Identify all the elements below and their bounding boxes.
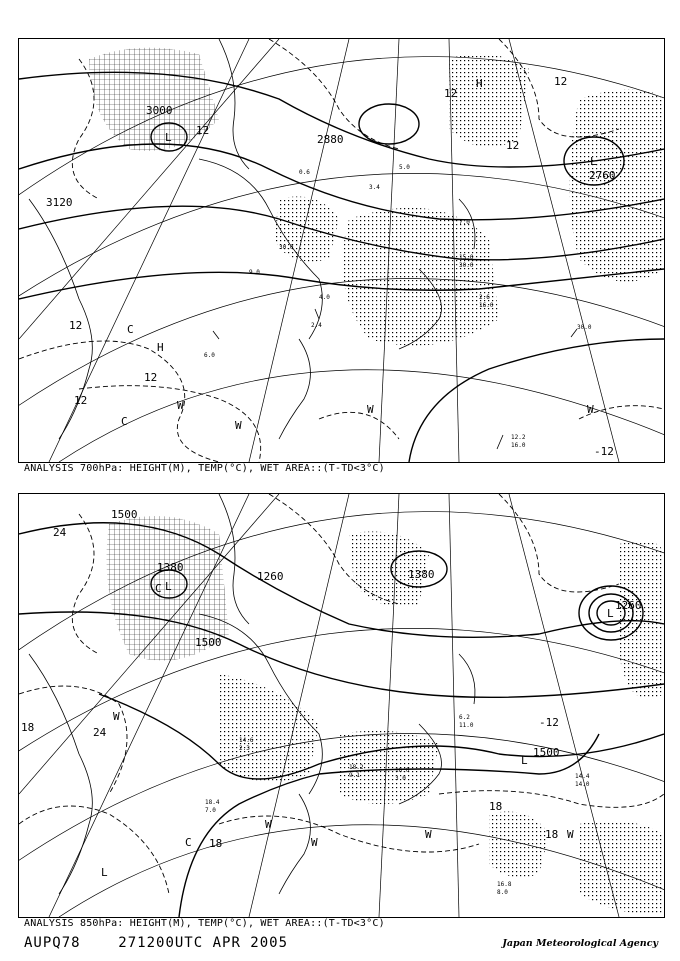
panel-700hpa-caption: ANALYSIS 700hPa: HEIGHT(M), TEMP(°C), WET AREA::(T-TD<3°C) (24, 463, 385, 474)
wet-areas (107, 516, 665, 914)
station-value: 2.4 (311, 322, 322, 329)
map-panel-700hpa (18, 38, 665, 463)
station-value: 14.0 (575, 781, 590, 788)
station-value: 30.0 (459, 262, 474, 269)
station-value: 7.0 (205, 807, 216, 814)
warm-marker: W (113, 710, 120, 723)
contour-label: 18 (209, 837, 223, 850)
station-value: 4.0 (319, 294, 330, 301)
cold-marker: C (121, 415, 128, 428)
low-pressure-marker: L (590, 155, 597, 168)
contour-label: 18 (21, 721, 35, 734)
station-value: 16.0 (511, 442, 526, 449)
warm-marker: W (367, 403, 374, 416)
contour-label: 1260 (615, 599, 642, 612)
station-value: 18.2 (349, 764, 364, 771)
map-700hpa-canvas (19, 39, 664, 462)
station-value: 9.1 (349, 772, 360, 779)
station-value: 16.8 (497, 881, 512, 888)
station-value: 3.4 (369, 184, 380, 191)
warm-marker: W (567, 828, 574, 841)
contour-label: 2880 (317, 133, 344, 146)
contour-label: 24 (93, 726, 107, 739)
contour-label: 3000 (146, 104, 173, 117)
station-value: 11.0 (459, 722, 474, 729)
contour-label: 12 (196, 124, 210, 137)
station-value: 3.0 (395, 775, 406, 782)
station-value: 2.3 (239, 745, 250, 752)
map-panel-850hpa (18, 493, 665, 918)
station-value: 0.6 (299, 169, 310, 176)
low-pressure-marker: L (165, 580, 172, 593)
station-value: 16.0 (479, 302, 494, 309)
contour-label: 1260 (257, 570, 284, 583)
contour-label: 24 (53, 526, 67, 539)
contour-label: 12 (144, 371, 158, 384)
map-850hpa-canvas (19, 494, 664, 917)
warm-marker: W (177, 399, 184, 412)
warm-marker: W (425, 828, 432, 841)
contour-label: 1380 (408, 568, 435, 581)
station-value: 6.0 (204, 352, 215, 359)
station-value: 12.2 (511, 434, 526, 441)
station-value: 5.0 (399, 164, 410, 171)
station-value: 8.0 (497, 889, 508, 896)
station-value: 2.6 (479, 294, 490, 301)
warm-marker: W (311, 836, 318, 849)
valid-time: 271200UTC APR 2005 (118, 935, 289, 951)
station-value: 6.2 (459, 714, 470, 721)
station-value: 30.0 (279, 244, 294, 251)
station-value: 16.0 (395, 767, 410, 774)
station-value: 14.6 (239, 737, 254, 744)
station-value: 9.0 (249, 269, 260, 276)
cold-marker: C (185, 836, 192, 849)
station-value: 18.4 (205, 799, 220, 806)
station-value: 7.0 (459, 219, 470, 226)
contour-label: 1380 (157, 561, 184, 574)
cold-marker: C (155, 582, 162, 595)
low-pressure-marker: L (607, 607, 614, 620)
contour-label: 12 (69, 319, 83, 332)
contour-label: 12 (74, 394, 88, 407)
warm-marker: W (587, 403, 594, 416)
high-pressure-marker: H (476, 77, 483, 90)
contour-label: 12 (506, 139, 520, 152)
contour-label: -12 (594, 445, 614, 458)
contour-label: 1500 (195, 636, 222, 649)
contour-label: 3120 (46, 196, 73, 209)
station-value: 30.0 (577, 324, 592, 331)
low-pressure-marker: L (101, 866, 108, 879)
contour-label: 2760 (589, 169, 616, 182)
chart-id: AUPQ78 (24, 935, 81, 951)
contour-label: -12 (539, 716, 559, 729)
contour-label: 1500 (111, 508, 138, 521)
contour-label: 18 (489, 800, 503, 813)
contour-label: 18 (545, 828, 559, 841)
contour-label: 12 (444, 87, 458, 100)
agency-name: Japan Meteorological Agency (502, 938, 658, 949)
station-value: 15.0 (459, 254, 474, 261)
contour-label: 12 (554, 75, 568, 88)
low-pressure-marker: L (165, 131, 172, 144)
station-value: 14.4 (575, 773, 590, 780)
chart-footer-id (24, 935, 288, 951)
cold-marker: C (127, 323, 134, 336)
warm-marker: W (235, 419, 242, 432)
contour-label: 1500 (533, 746, 560, 759)
low-pressure-marker: L (521, 754, 528, 767)
panel-850hpa-caption: ANALYSIS 850hPa: HEIGHT(M), TEMP(°C), WET AREA::(T-TD<3°C) (24, 918, 385, 929)
wet-areas (89, 48, 664, 346)
warm-marker: W (265, 818, 272, 831)
high-pressure-marker: H (157, 341, 164, 354)
